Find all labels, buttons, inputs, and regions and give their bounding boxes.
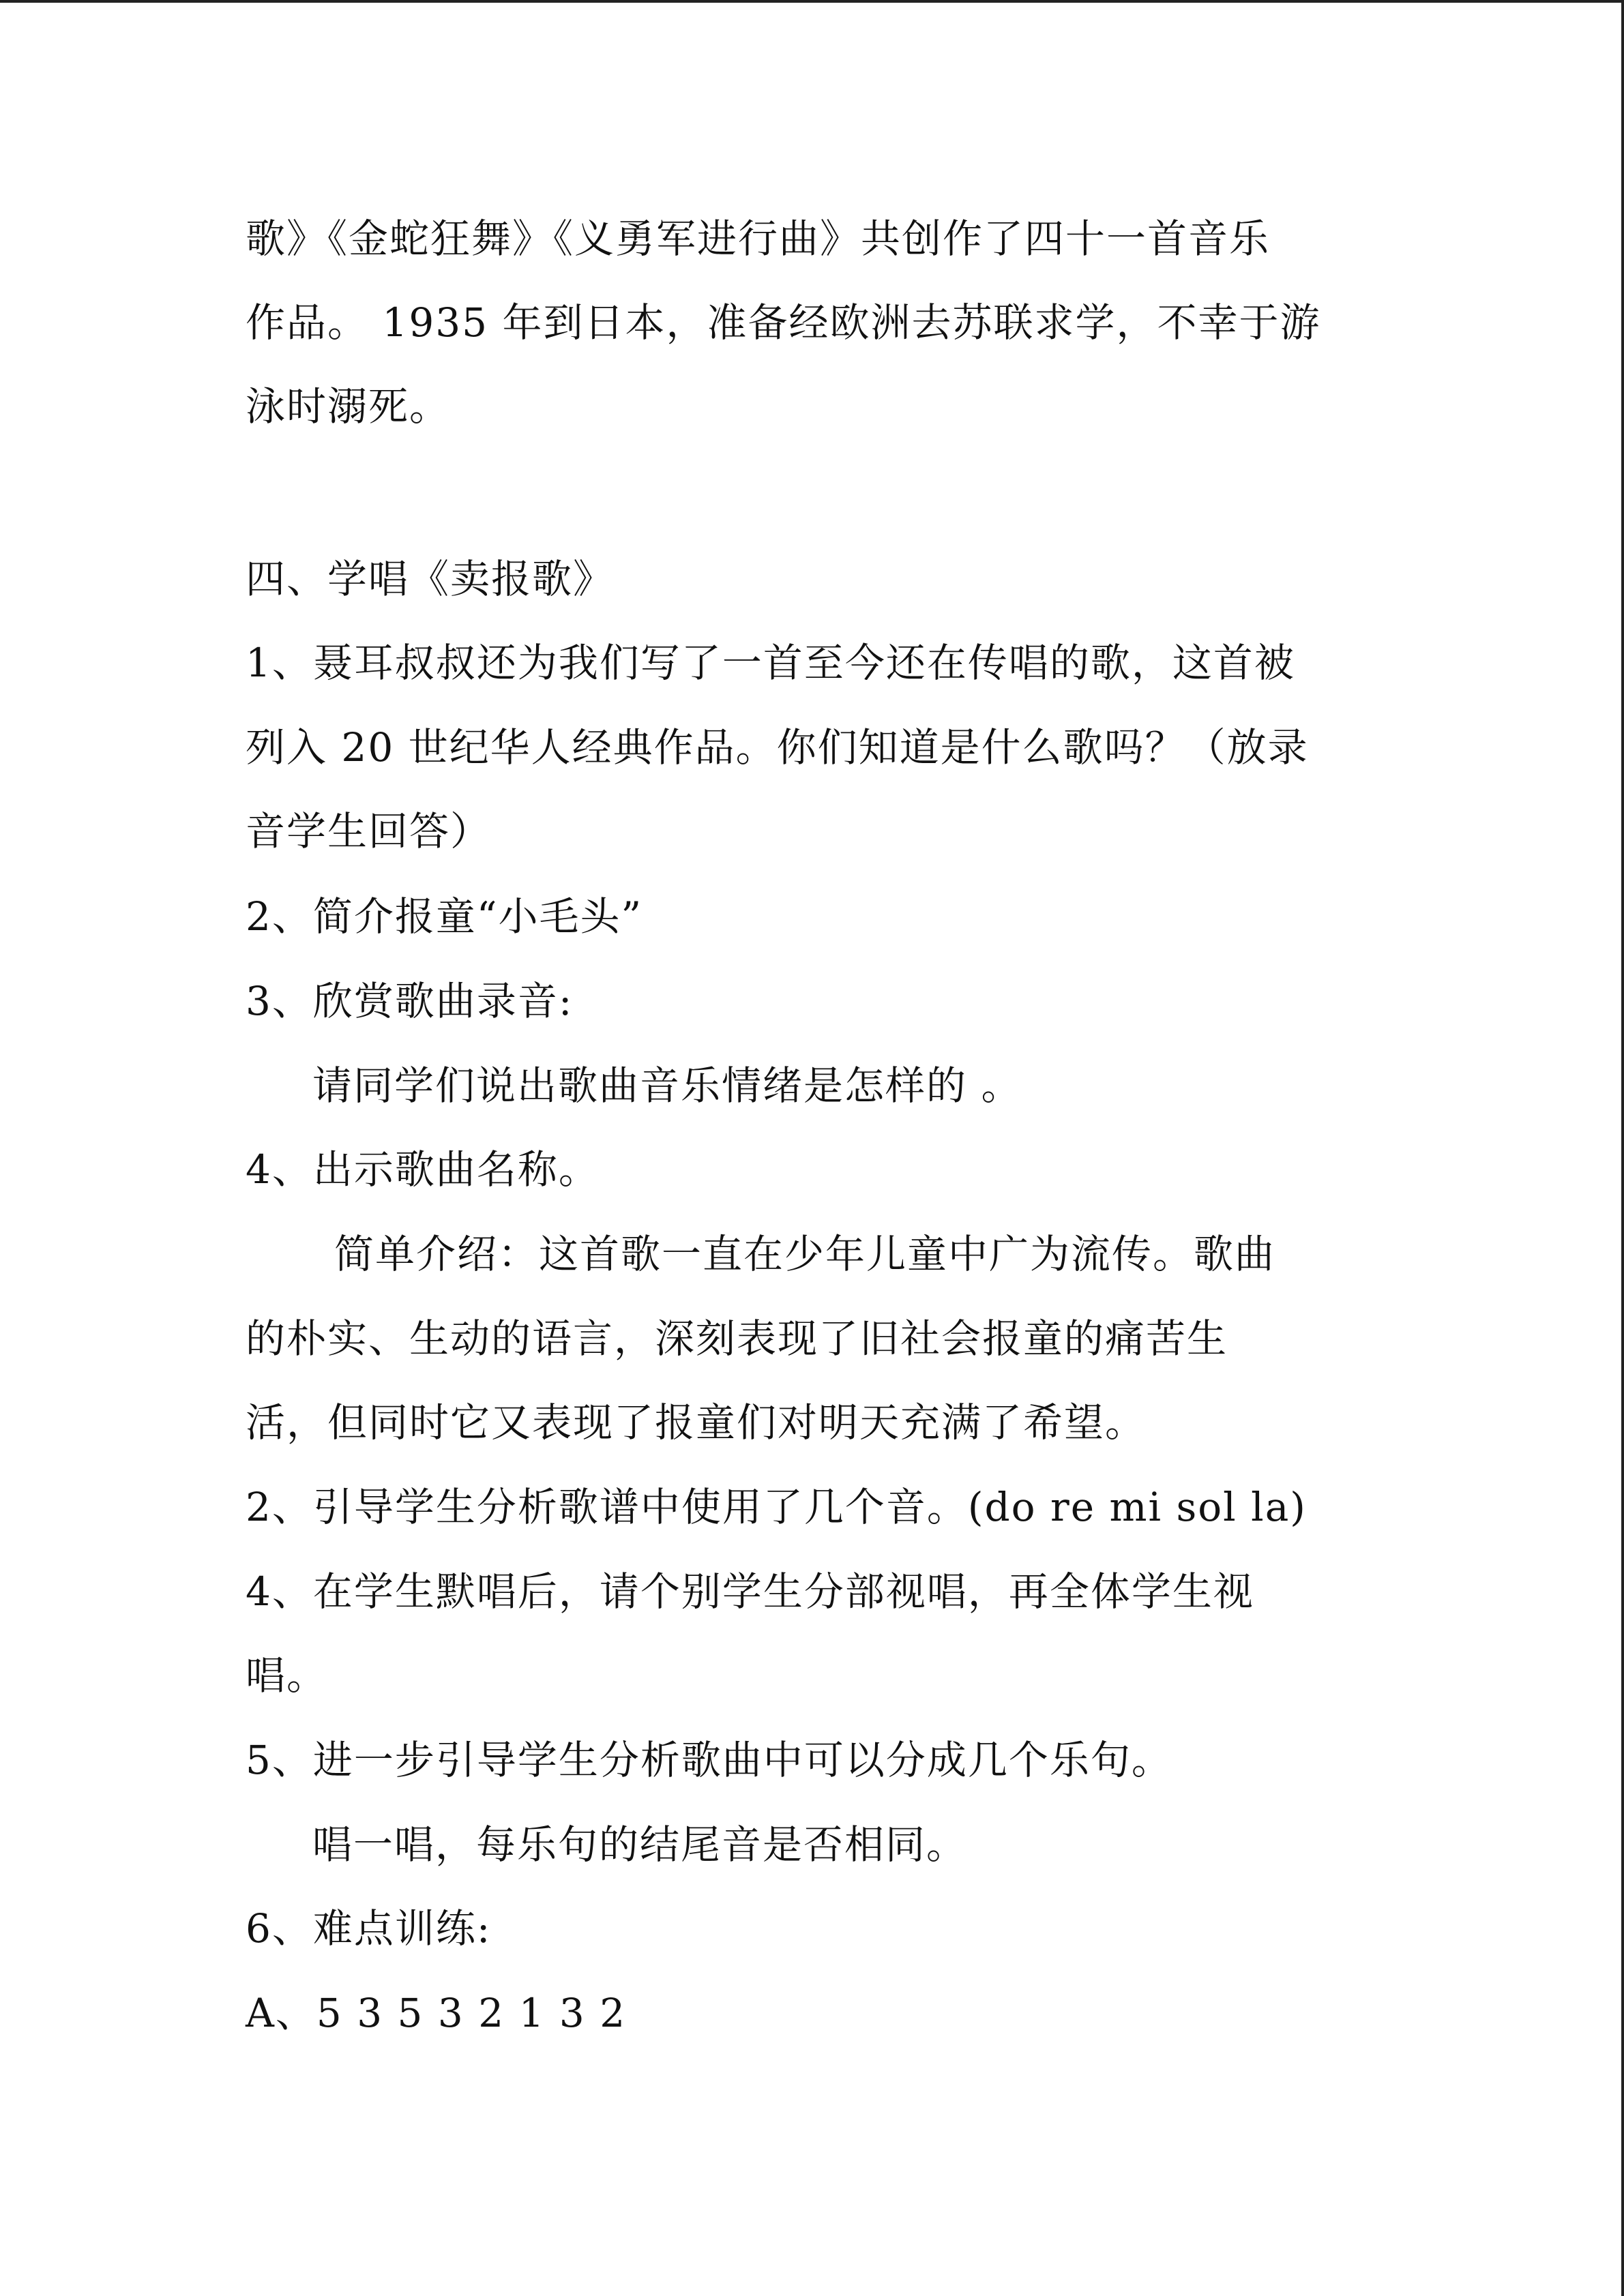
page-border-right <box>1621 0 1624 2296</box>
list-item: 3、欣赏歌曲录音: <box>246 978 574 1024</box>
indented-line: 唱一唱，每乐句的结尾音是否相同。 <box>312 1821 968 1868</box>
list-item: 2、简介报童“小毛头” <box>246 893 643 940</box>
list-item: 4、出示歌曲名称。 <box>246 1146 600 1193</box>
paragraph-line: 的朴实、生动的语言，深刻表现了旧社会报童的痛苦生 <box>246 1315 1228 1362</box>
list-item-continuation: 唱。 <box>246 1652 328 1699</box>
paragraph-line: 泳时溺死。 <box>246 383 451 430</box>
page-border-top <box>0 0 1624 3</box>
list-item-continuation: 音学生回答） <box>246 808 492 854</box>
paragraph-line: 作品。 1935 年到日本，准备经欧洲去苏联求学，不幸于游 <box>246 299 1321 346</box>
section-heading: 四、学唱《卖报歌》 <box>246 556 615 602</box>
list-item: 4、在学生默唱后，请个别学生分部视唱，再全体学生视 <box>246 1568 1254 1615</box>
indented-paragraph: 简单介绍：这首歌一直在少年儿童中广为流传。歌曲 <box>334 1231 1276 1277</box>
list-item: 1、聂耳叔叔还为我们写了一首至今还在传唱的歌，这首被 <box>246 640 1295 686</box>
paragraph-line: 活，但同时它又表现了报童们对明天充满了希望。 <box>246 1399 1147 1446</box>
list-item: 6、难点训练: <box>246 1905 492 1952</box>
list-item: 5、进一步引导学生分析歌曲中可以分成几个乐句。 <box>246 1737 1172 1783</box>
list-item-continuation: 列入 20 世纪华人经典作品。你们知道是什么歌吗？（放录 <box>246 724 1309 771</box>
paragraph-line: 歌》《金蛇狂舞》《义勇军进行曲》共创作了四十一首音乐 <box>246 215 1271 262</box>
indented-line: 请同学们说出歌曲音乐情绪是怎样的 。 <box>312 1062 1022 1109</box>
list-item: 2、引导学生分析歌谱中使用了几个音。(do re mi sol la) <box>246 1484 1307 1530</box>
notation-line: A、5 3 5 3 2 1 3 2 <box>246 1990 627 2036</box>
